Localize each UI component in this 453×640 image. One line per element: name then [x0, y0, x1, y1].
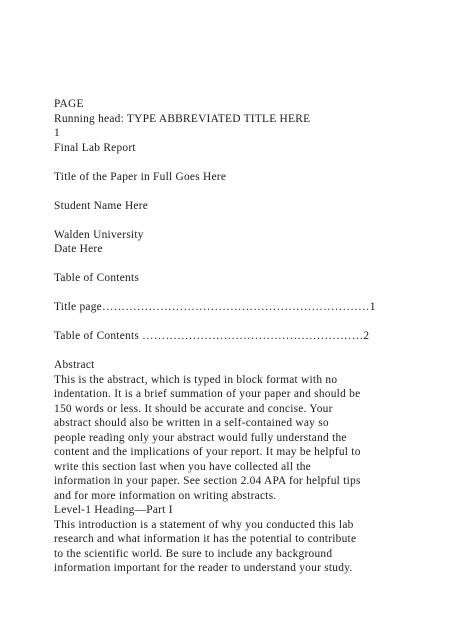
abstract-line: content and the implications of your report. It may be helpful to	[54, 446, 361, 458]
document-type: Final Lab Report	[54, 141, 136, 154]
running-head: Running head: TYPE ABBREVIATED TITLE HERE	[54, 112, 311, 125]
abstract-line: write this section last when you have collected all the	[54, 460, 311, 473]
abstract-line: This is the abstract, which is typed in block format with no	[54, 373, 338, 386]
abstract-line: abstract should also be written in a self-contained way so	[54, 417, 329, 429]
document-body	[54, 97, 414, 576]
university-name: Walden University	[54, 228, 144, 241]
introduction-line: research and what information it has the potential to contribute	[54, 533, 357, 545]
abstract-line: and for more information on writing abstracts.	[54, 489, 277, 502]
abstract-line: people reading only your abstract would fully understand the	[54, 431, 347, 444]
page-label: PAGE	[54, 98, 84, 110]
toc-heading: Table of Contents	[54, 272, 140, 284]
toc-entry-title-page: Title page……………………………………………………………1	[54, 301, 376, 313]
abstract-heading: Abstract	[54, 359, 95, 371]
toc-entry-table-of-contents: Table of Contents …………………………………………………2	[54, 330, 370, 342]
abstract-body	[54, 373, 414, 504]
introduction-body	[54, 518, 414, 576]
introduction-line: information important for the reader to understand your study.	[54, 562, 353, 574]
section-heading: Level-1 Heading—Part I	[54, 504, 173, 516]
abstract-line: indentation. It is a brief summation of your paper and should be	[54, 388, 361, 400]
abstract-line: information in your paper. See section 2.04 APA for helpful tips	[54, 475, 361, 487]
date: Date Here	[54, 243, 103, 255]
abstract-line: 150 words or less. It should be accurate and concise. Your	[54, 402, 333, 415]
page-number: 1	[54, 127, 60, 139]
introduction-line: This introduction is a statement of why you conducted this lab	[54, 518, 354, 531]
student-name: Student Name Here	[54, 199, 149, 212]
introduction-line: to the scientific world. Be sure to include any background	[54, 547, 333, 560]
paper-title: Title of the Paper in Full Goes Here	[54, 170, 227, 183]
